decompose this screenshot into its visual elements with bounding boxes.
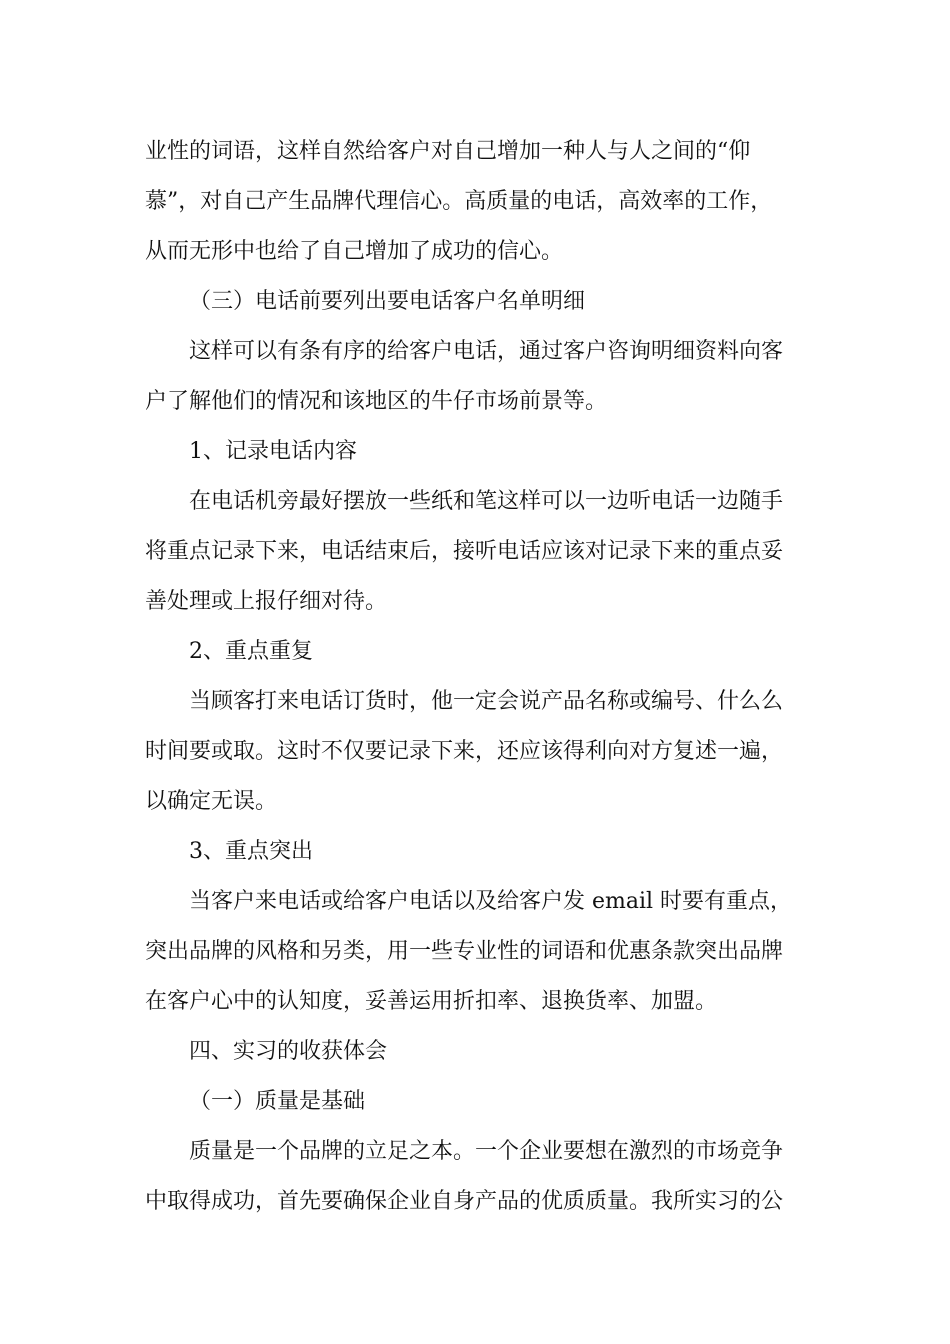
paragraph-line: 当顾客打来电话订货时，他一定会说产品名称或编号、什么么 xyxy=(189,689,784,714)
paragraph-line: 这样可以有条有序的给客户电话，通过客户咨询明细资料向客 xyxy=(189,339,784,364)
paragraph-line: 业性的词语，这样自然给客户对自己增加一种人与人之间的“仰 xyxy=(145,139,751,164)
paragraph-line: 突出品牌的风格和另类，用一些专业性的词语和优惠条款突出品牌 xyxy=(145,939,784,964)
paragraph-line: 善处理或上报仔细对待。 xyxy=(145,589,388,614)
section-heading: 2、重点重复 xyxy=(189,639,313,664)
section-heading: 3、重点突出 xyxy=(189,839,313,864)
paragraph-line: 在电话机旁最好摆放一些纸和笔这样可以一边听电话一边随手 xyxy=(189,489,784,514)
paragraph-line: 当客户来电话或给客户电话以及给客户发 email 时要有重点， xyxy=(189,889,793,914)
paragraph-line: 从而无形中也给了自己增加了成功的信心。 xyxy=(145,239,564,264)
paragraph-line: 时间要或取。这时不仅要记录下来，还应该得利向对方复述一遍， xyxy=(145,739,784,764)
paragraph-line: 户了解他们的情况和该地区的牛仔市场前景等。 xyxy=(145,389,608,414)
paragraph-line: 将重点记录下来，电话结束后，接听电话应该对记录下来的重点妥 xyxy=(145,539,784,564)
paragraph-line: 以确定无误。 xyxy=(145,789,278,814)
paragraph-line: 慕”，对自己产生品牌代理信心。高质量的电话，高效率的工作， xyxy=(145,189,773,214)
section-heading: （三）电话前要列出要电话客户名单明细 xyxy=(189,289,586,314)
paragraph-line: 中取得成功，首先要确保企业自身产品的优质质量。我所实习的公 xyxy=(145,1189,784,1214)
paragraph-line: 质量是一个品牌的立足之本。一个企业要想在激烈的市场竞争 xyxy=(189,1139,784,1164)
chapter-heading: 四、实习的收获体会 xyxy=(189,1039,388,1064)
document-body xyxy=(145,127,810,1227)
paragraph-line: 在客户心中的认知度，妥善运用折扣率、退换货率、加盟。 xyxy=(145,989,718,1014)
section-heading: （一）质量是基础 xyxy=(189,1089,366,1114)
section-heading: 1、记录电话内容 xyxy=(189,439,357,464)
